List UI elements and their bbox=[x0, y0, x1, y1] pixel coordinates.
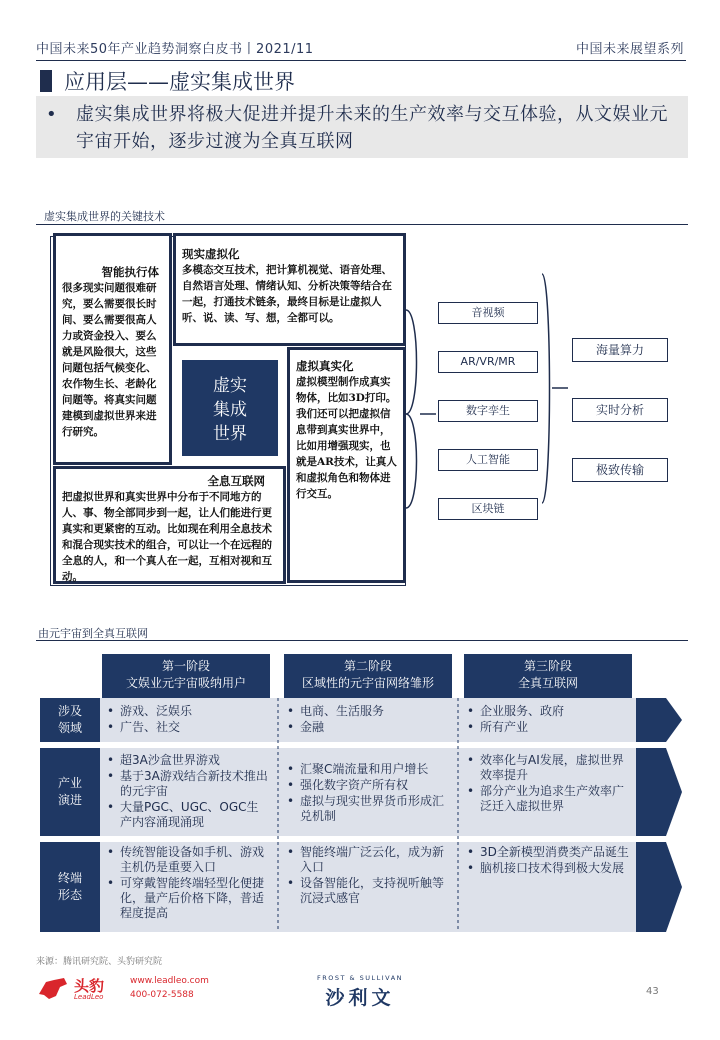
section2-label: 由元宇宙到全真互联网 bbox=[38, 627, 148, 640]
core-line-1: 虚实 bbox=[213, 376, 247, 396]
holo-box bbox=[53, 466, 286, 584]
cell-bullet: • 基于3A游戏结合新技术推出的元宇宙 bbox=[104, 769, 270, 799]
cell-bullet: • 智能终端广泛云化，成为新入口 bbox=[284, 845, 450, 875]
footer-website[interactable]: www.leadleo.com bbox=[130, 976, 209, 986]
table-cell bbox=[464, 845, 630, 877]
reality-virtual-text: 多模态交互技术，把计算机视觉、语音处理、自然语言处理、情绪认知、分析决策等结合在一起，打通技术链条，最终目标是让虚拟人听、说、读、写、想，全都可以。 bbox=[182, 264, 392, 324]
virtual-real-text: 虚拟模型制作成真实物体，比如3D打印。我们还可以把虚拟信息带到真实世界中，比如用增强现实，也就是AR技术，让真人和虚拟角色和物体进行交互。 bbox=[296, 376, 397, 500]
row-header-line: 涉及 bbox=[57, 704, 82, 718]
capability-item: 海量算力 bbox=[572, 338, 668, 362]
page-title: 应用层——虚实集成世界 bbox=[64, 70, 295, 94]
cell-bullet: • 设备智能化，支持视听触等沉浸式感官 bbox=[284, 876, 450, 906]
row-header-line: 形态 bbox=[57, 888, 82, 902]
cell-bullet: • 部分产业为追求生产效率广泛迁入虚拟世界 bbox=[464, 784, 630, 814]
table-cell bbox=[284, 845, 450, 907]
cell-bullet: • 虚拟与现实世界货币形成汇兑机制 bbox=[284, 794, 450, 824]
stage-header-2 bbox=[284, 654, 452, 698]
header-divider bbox=[36, 60, 686, 61]
cell-bullet: • 游戏、泛娱乐 bbox=[104, 704, 274, 719]
cell-bullet: • 大量PGC、UGC、OGC生产内容涌现涌现 bbox=[104, 800, 270, 830]
section1-divider bbox=[36, 224, 688, 225]
tech-item: 音视频 bbox=[438, 302, 538, 324]
report-title: 中国未来50年产业趋势洞察白皮书丨2021/11 bbox=[36, 42, 314, 57]
leadleo-logo-text: 头豹 bbox=[74, 977, 105, 995]
tech-item: AR/VR/MR bbox=[438, 351, 538, 373]
section2-divider bbox=[36, 640, 688, 641]
holo-title: 全息互联网 bbox=[207, 474, 265, 488]
stage-3-desc: 全真互联网 bbox=[517, 676, 578, 690]
reality-virtual-box bbox=[173, 233, 406, 346]
core-line-2: 集成 bbox=[213, 400, 247, 420]
stage-header-1 bbox=[102, 654, 270, 698]
table-cell bbox=[464, 704, 634, 736]
row-header-line: 领域 bbox=[57, 721, 82, 735]
leadleo-logo-sub: LeadLeo bbox=[74, 993, 104, 1001]
row-header bbox=[40, 842, 100, 932]
cell-bullet: • 效率化与AI发展，虚拟世界效率提升 bbox=[464, 753, 630, 783]
source-note: 来源：腾讯研究院、头豹研究院 bbox=[36, 957, 163, 967]
row-header bbox=[40, 748, 100, 836]
section1-label: 虚实集成世界的关键技术 bbox=[44, 210, 165, 223]
core-box bbox=[182, 360, 278, 456]
table-cell bbox=[104, 753, 270, 831]
virtual-real-title: 虚拟真实化 bbox=[296, 359, 354, 373]
table-cell bbox=[464, 753, 630, 815]
cell-bullet: • 所有产业 bbox=[464, 720, 634, 735]
capability-item: 极致传输 bbox=[572, 458, 668, 482]
series-title: 中国未来展望系列 bbox=[575, 42, 684, 57]
cell-bullet: • 超3A沙盒世界游戏 bbox=[104, 753, 270, 768]
row-header-line: 演进 bbox=[57, 793, 82, 807]
stage-3-name: 第三阶段 bbox=[523, 659, 572, 673]
smart-exec-text: 很多现实问题很难研究，要么需要很长时间、要么需要很高人力或资金投入、要么就是风险很大，这些问题包括气候变化、农作物生长、老龄化问题等。将真实问题建模到虚拟世界来进行研究。 bbox=[62, 282, 157, 438]
banner-bullet: • bbox=[46, 104, 57, 125]
capability-item: 实时分析 bbox=[572, 398, 668, 422]
table-cell bbox=[104, 845, 270, 922]
row-header-line: 产业 bbox=[57, 776, 82, 790]
cell-bullet: • 汇聚C端流量和用户增长 bbox=[284, 762, 450, 777]
tech-item: 人工智能 bbox=[438, 449, 538, 471]
table-cell bbox=[284, 762, 450, 825]
table-cell bbox=[284, 704, 454, 736]
cell-bullet: • 广告、社交 bbox=[104, 720, 274, 735]
core-line-3: 世界 bbox=[213, 424, 247, 444]
cell-bullet: • 企业服务、政府 bbox=[464, 704, 634, 719]
row-header-line: 终端 bbox=[57, 871, 82, 885]
cell-bullet: • 传统智能设备如手机、游戏主机仍是重要入口 bbox=[104, 845, 270, 875]
holo-text: 把虚拟世界和真实世界中分布于不同地方的人、事、物全部同步到一起，让人们能进行更真实和更紧密的互动。比如现在利用全息技术和混合现实技术的组合，可以让一个在远程的全息的人，和一个真人在一起，互相对视和互动。 bbox=[62, 491, 272, 583]
row-header bbox=[40, 698, 100, 742]
table-cell bbox=[104, 704, 274, 736]
title-marker bbox=[40, 70, 52, 92]
stage-1-desc: 文娱业元宇宙吸纳用户 bbox=[125, 676, 246, 690]
frost-sullivan-caption: FROST & SULLIVAN bbox=[316, 974, 404, 982]
stage-header-3 bbox=[464, 654, 632, 698]
cell-bullet: • 强化数字资产所有权 bbox=[284, 778, 450, 793]
cell-bullet: • 3D全新模型消费类产品诞生 bbox=[464, 845, 630, 860]
smart-exec-title: 智能执行体 bbox=[101, 265, 159, 279]
frost-sullivan-logo: 沙利文 bbox=[325, 987, 395, 1009]
page-number: 43 bbox=[646, 986, 659, 997]
footer-phone: 400-072-5588 bbox=[130, 990, 194, 1000]
leadleo-logo bbox=[36, 974, 124, 1004]
cell-bullet: • 脑机接口技术得到极大发展 bbox=[464, 861, 630, 876]
virtual-real-box bbox=[287, 347, 406, 583]
banner-text: 虚实集成世界将极大促进并提升未来的生产效率与交互体验，从文娱业元宇宙开始，逐步过渡为全真互联网 bbox=[76, 104, 668, 152]
tech-item: 数字孪生 bbox=[438, 400, 538, 422]
leopard-icon bbox=[36, 974, 70, 1002]
smart-exec-box bbox=[53, 233, 172, 465]
reality-virtual-title: 现实虚拟化 bbox=[182, 247, 240, 261]
cell-bullet: • 金融 bbox=[284, 720, 454, 735]
cell-bullet: • 电商、生活服务 bbox=[284, 704, 454, 719]
stage-1-name: 第一阶段 bbox=[161, 659, 210, 673]
stage-2-name: 第二阶段 bbox=[343, 659, 392, 673]
tech-item: 区块链 bbox=[438, 498, 538, 520]
stage-2-desc: 区域性的元宇宙网络雏形 bbox=[301, 676, 434, 690]
cell-bullet: • 可穿戴智能终端轻型化便捷化，量产后价格下降，普适程度提高 bbox=[104, 876, 270, 921]
